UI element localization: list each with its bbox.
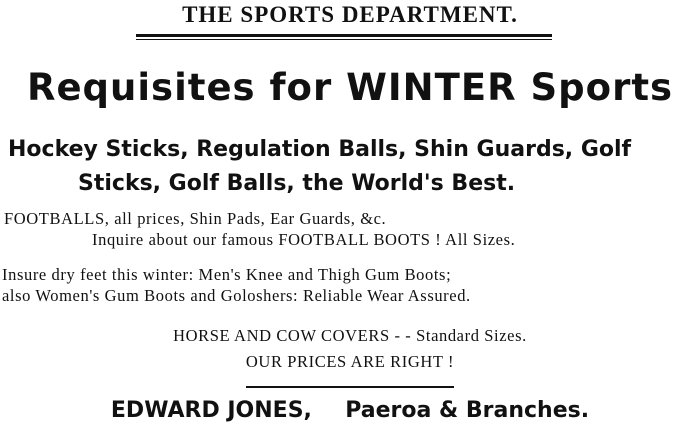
footer-signature	[0, 398, 700, 423]
items-line-1: Hockey Sticks, Regulation Balls, Shin Guards, Golf	[8, 137, 632, 162]
covers-line: HORSE AND COW COVERS - - Standard Sizes.	[173, 326, 527, 345]
boots-line-1: Insure dry feet this winter: Men's Knee and Thigh Gum Boots;	[2, 265, 452, 284]
department-heading: THE SPORTS DEPARTMENT.	[182, 2, 518, 27]
heading-underline-thick	[136, 34, 552, 37]
divider-rule	[246, 386, 454, 388]
headline: Requisites for WINTER Sports	[26, 66, 674, 109]
prices-line: OUR PRICES ARE RIGHT !	[245, 352, 455, 371]
footer-name: EDWARD JONES,	[110, 398, 312, 423]
footballs-line-2: Inquire about our famous FOOTBALL BOOTS ! All Sizes.	[92, 230, 516, 249]
items-line-2: Sticks, Golf Balls, the World's Best.	[78, 171, 516, 196]
boots-line-2: also Women's Gum Boots and Goloshers: Reliable Wear Assured.	[2, 286, 471, 305]
footer-place: Paeroa & Branches.	[345, 398, 590, 423]
heading-underline-thin	[136, 39, 552, 40]
footballs-line-1: FOOTBALLS, all prices, Shin Pads, Ear Guards, &c.	[4, 209, 387, 228]
